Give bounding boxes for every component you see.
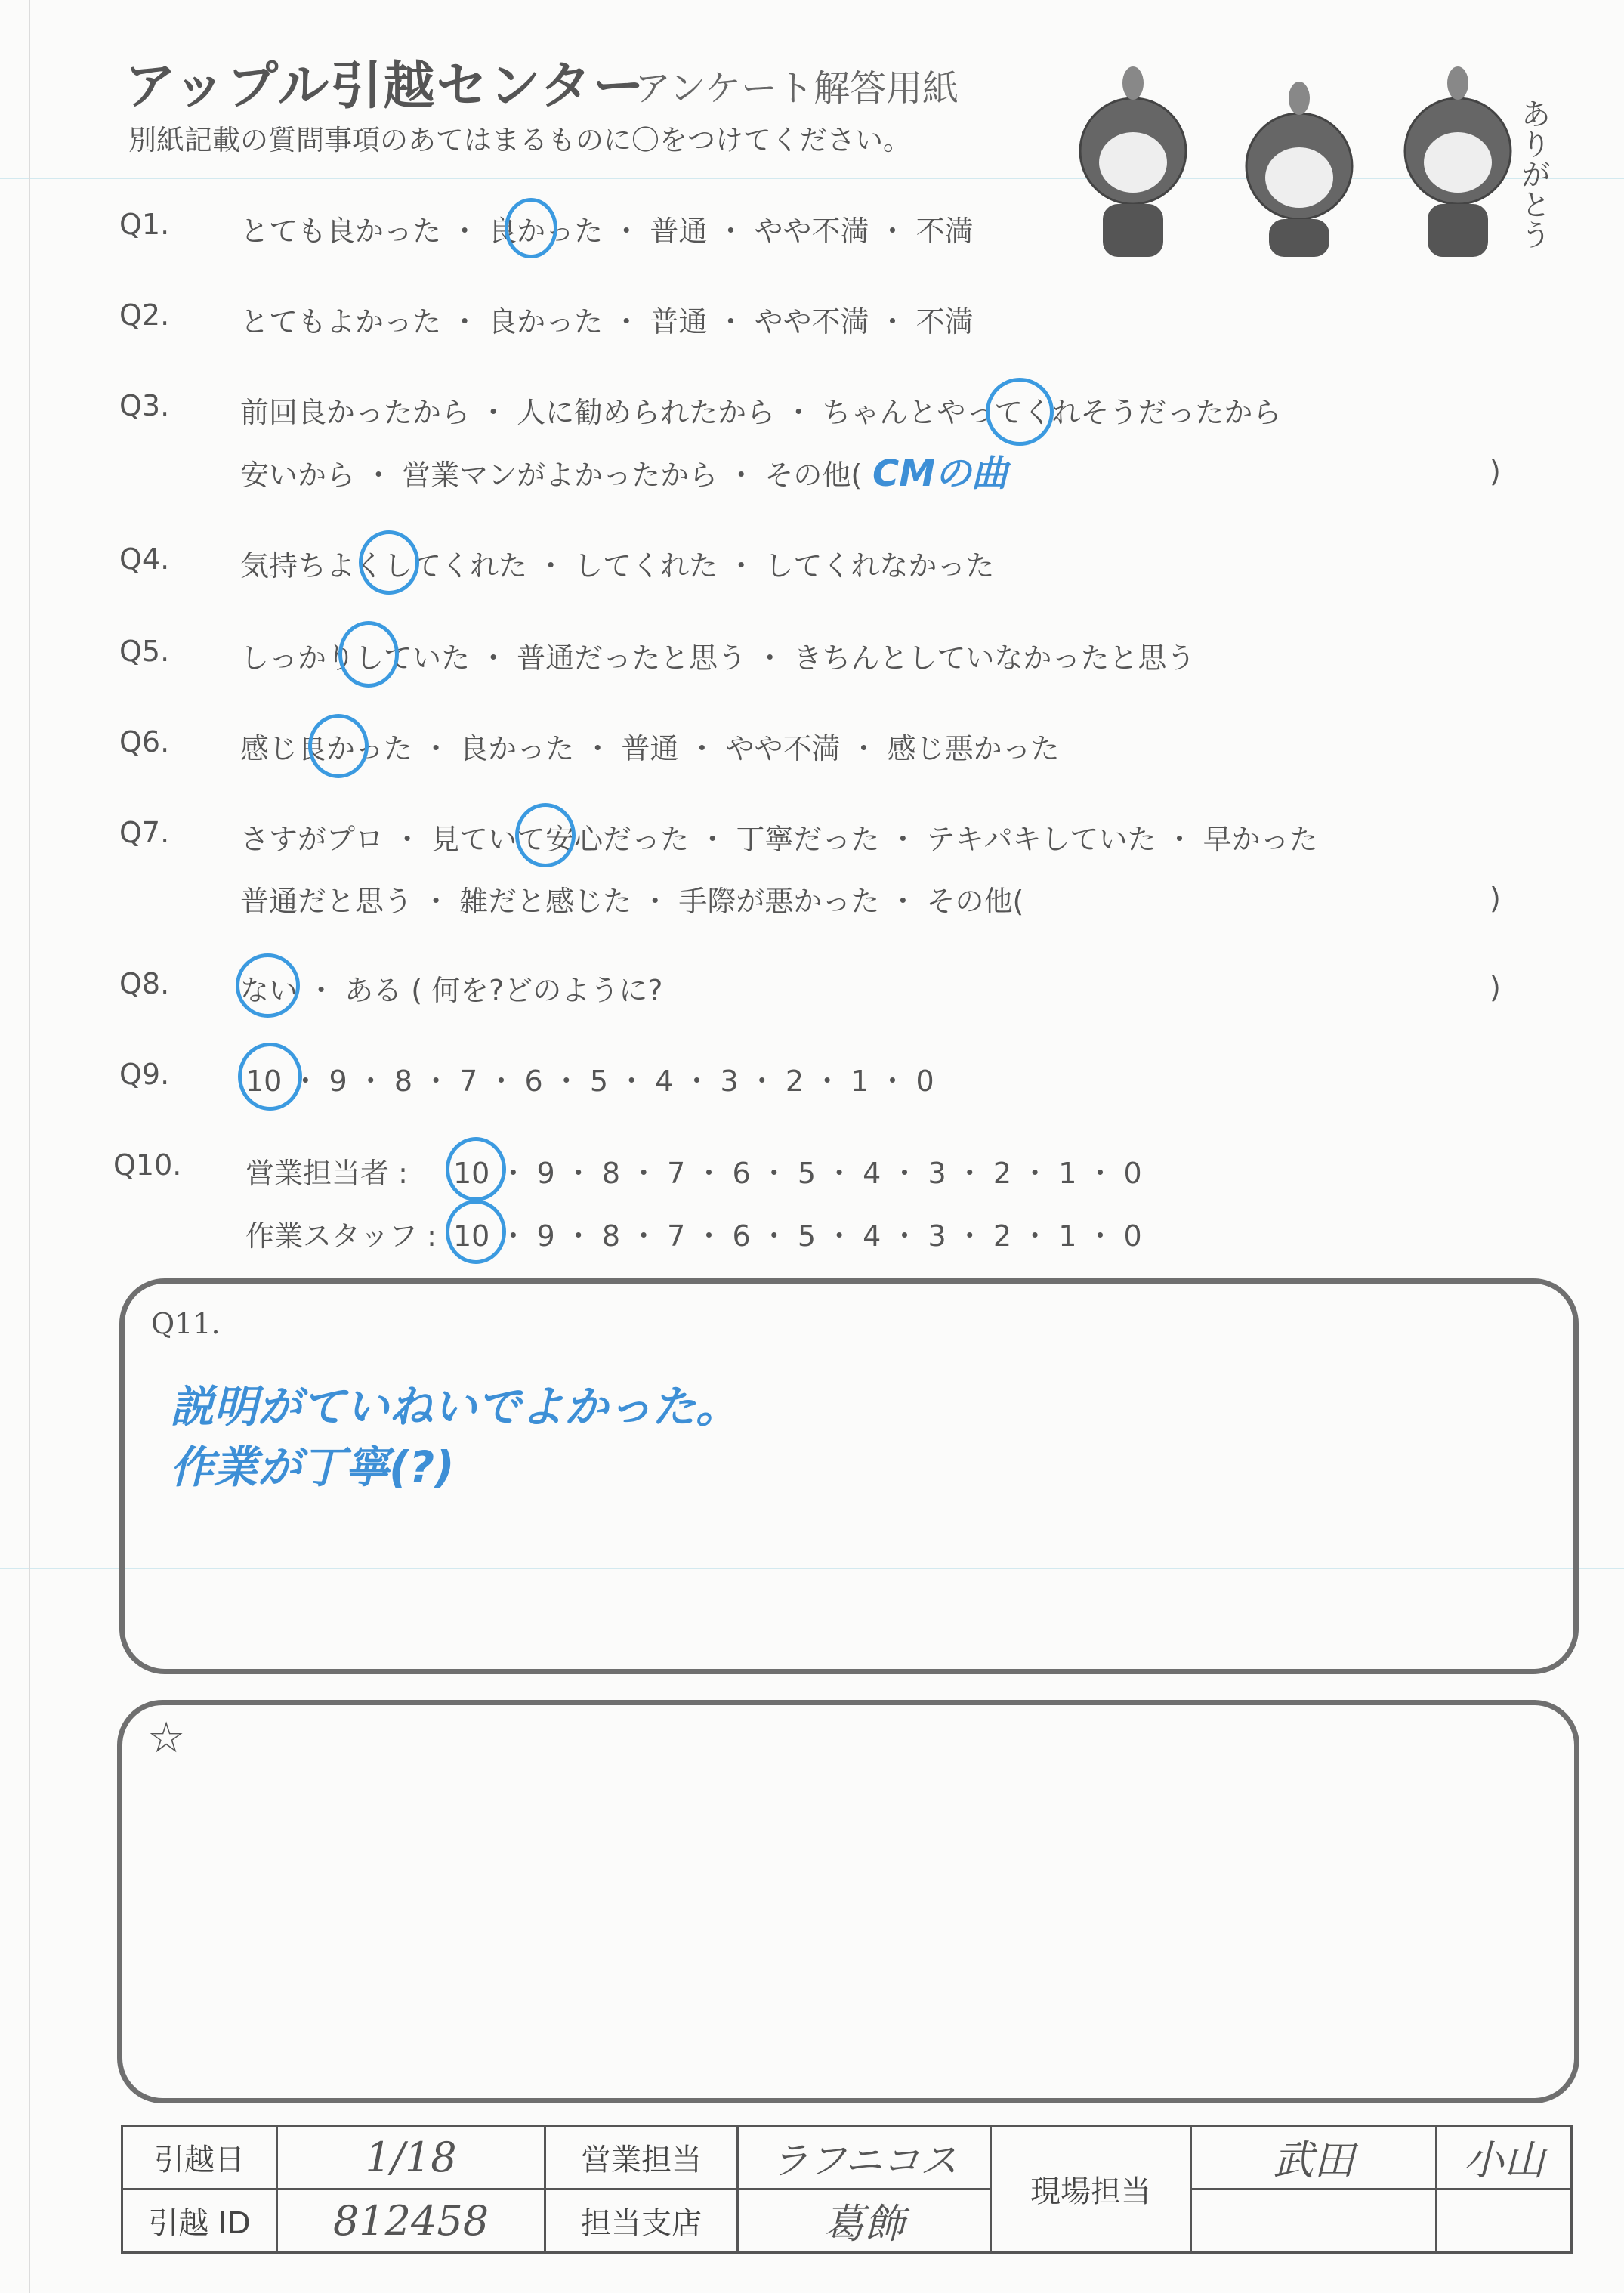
- q4-answer-circle: [359, 530, 419, 595]
- site-blank-1: [1191, 2189, 1437, 2253]
- q2-options: とてもよかった ・ 良かった ・ 普通 ・ やや不満 ・ 不満: [240, 305, 974, 338]
- move-date-value: 1/18: [277, 2126, 545, 2189]
- q10-sales-label: 営業担当者 :: [245, 1157, 408, 1190]
- q7-options-line2: 普通だと思う ・ 雑だと感じた ・ 手際が悪かった ・ その他(: [240, 885, 1024, 918]
- q5-answer-circle: [338, 621, 399, 688]
- q8-options: ない ・ ある ( 何を?どのように?: [240, 974, 663, 1007]
- sales-name: ラフニコス: [738, 2126, 991, 2189]
- page-subtitle: アンケート解答用紙: [634, 67, 959, 110]
- q8-answer-circle: [236, 953, 300, 1018]
- q6-answer-circle: [308, 714, 369, 778]
- q11-label: Q11.: [151, 1307, 221, 1340]
- q6-label: Q6.: [119, 725, 170, 759]
- q7-answer-circle: [515, 803, 576, 867]
- q7-label: Q7.: [119, 816, 170, 849]
- site-label: 現場担当: [991, 2126, 1191, 2253]
- q10-staff-label: 作業スタッフ :: [245, 1219, 437, 1253]
- star-comment-box: [117, 1700, 1579, 2103]
- branch-label: 担当支店: [545, 2189, 738, 2253]
- q5-options: しっかりしていた ・ 普通だったと思う ・ きちんとしていなかったと思う: [240, 641, 1196, 675]
- q3-answer-circle: [986, 378, 1054, 446]
- site-blank-2: [1437, 2189, 1572, 2253]
- q9-scale: 10 ・ 9 ・ 8 ・ 7 ・ 6 ・ 5 ・ 4 ・ 3 ・ 2 ・ 1 ・ 0: [245, 1065, 934, 1098]
- q10-staff-scale: 10 ・ 9 ・ 8 ・ 7 ・ 6 ・ 5 ・ 4 ・ 3 ・ 2 ・ 1 ・ 0: [453, 1219, 1142, 1253]
- q8-label: Q8.: [119, 967, 170, 1000]
- monkey-mascots-illustration: [1042, 53, 1571, 264]
- q9-label: Q9.: [119, 1058, 170, 1091]
- move-id-value: 812458: [277, 2189, 545, 2253]
- q7-options-line1: さすがプロ ・ 見ていて安心だった ・ 丁寧だった ・ テキパキしていた ・ 早かった: [240, 823, 1318, 856]
- q2-label: Q2.: [119, 298, 170, 332]
- star-icon: ☆: [147, 1714, 186, 1763]
- q7-close-paren: ): [1490, 882, 1501, 915]
- q10-staff-answer-circle: [446, 1200, 506, 1264]
- thanks-text: ありがとう: [1516, 98, 1551, 249]
- q10-sales-scale: 10 ・ 9 ・ 8 ・ 7 ・ 6 ・ 5 ・ 4 ・ 3 ・ 2 ・ 1 ・ 0: [453, 1157, 1142, 1190]
- q1-options: とても良かった ・ 良かった ・ 普通 ・ やや不満 ・ 不満: [240, 215, 974, 248]
- q11-answer-line2: 作業が丁寧(?): [170, 1442, 455, 1493]
- q6-options: 感じ良かった ・ 良かった ・ 普通 ・ やや不満 ・ 感じ悪かった: [240, 732, 1060, 765]
- q3-other-answer: CMの曲: [872, 453, 1008, 495]
- footer-info-table: [121, 2125, 1573, 2254]
- q1-answer-circle: [505, 198, 557, 258]
- q8-close-paren: ): [1490, 971, 1501, 1004]
- q11-answer-line1: 説明がていねいでよかった。: [170, 1381, 740, 1432]
- q3-options-line1: 前回良かったから ・ 人に勧められたから ・ ちゃんとやってくれそうだったから: [240, 396, 1282, 429]
- sales-label: 営業担当: [545, 2126, 738, 2189]
- q1-label: Q1.: [119, 208, 170, 241]
- scan-edge: [29, 0, 30, 2293]
- q9-answer-circle: [238, 1043, 302, 1111]
- q10-sales-answer-circle: [446, 1137, 506, 1201]
- branch-name: 葛飾: [738, 2189, 991, 2253]
- site-name-2: 小山: [1437, 2126, 1572, 2189]
- q4-options: 気持ちよくしてくれた ・ してくれた ・ してくれなかった: [240, 549, 995, 583]
- q4-label: Q4.: [119, 542, 170, 576]
- move-date-label: 引越日: [122, 2126, 277, 2189]
- q3-options-line2: 安いから ・ 営業マンがよかったから ・ その他(: [240, 459, 863, 492]
- site-name-1: 武田: [1191, 2126, 1437, 2189]
- q3-close-paren: ): [1490, 455, 1501, 488]
- q10-label: Q10.: [113, 1148, 182, 1182]
- instruction-text: 別紙記載の質問事項のあてはまるものに〇をつけてください。: [128, 124, 911, 156]
- q5-label: Q5.: [119, 635, 170, 668]
- q3-label: Q3.: [119, 389, 170, 422]
- page-title: アップル引越センター: [125, 57, 646, 116]
- move-id-label: 引越 ID: [122, 2189, 277, 2253]
